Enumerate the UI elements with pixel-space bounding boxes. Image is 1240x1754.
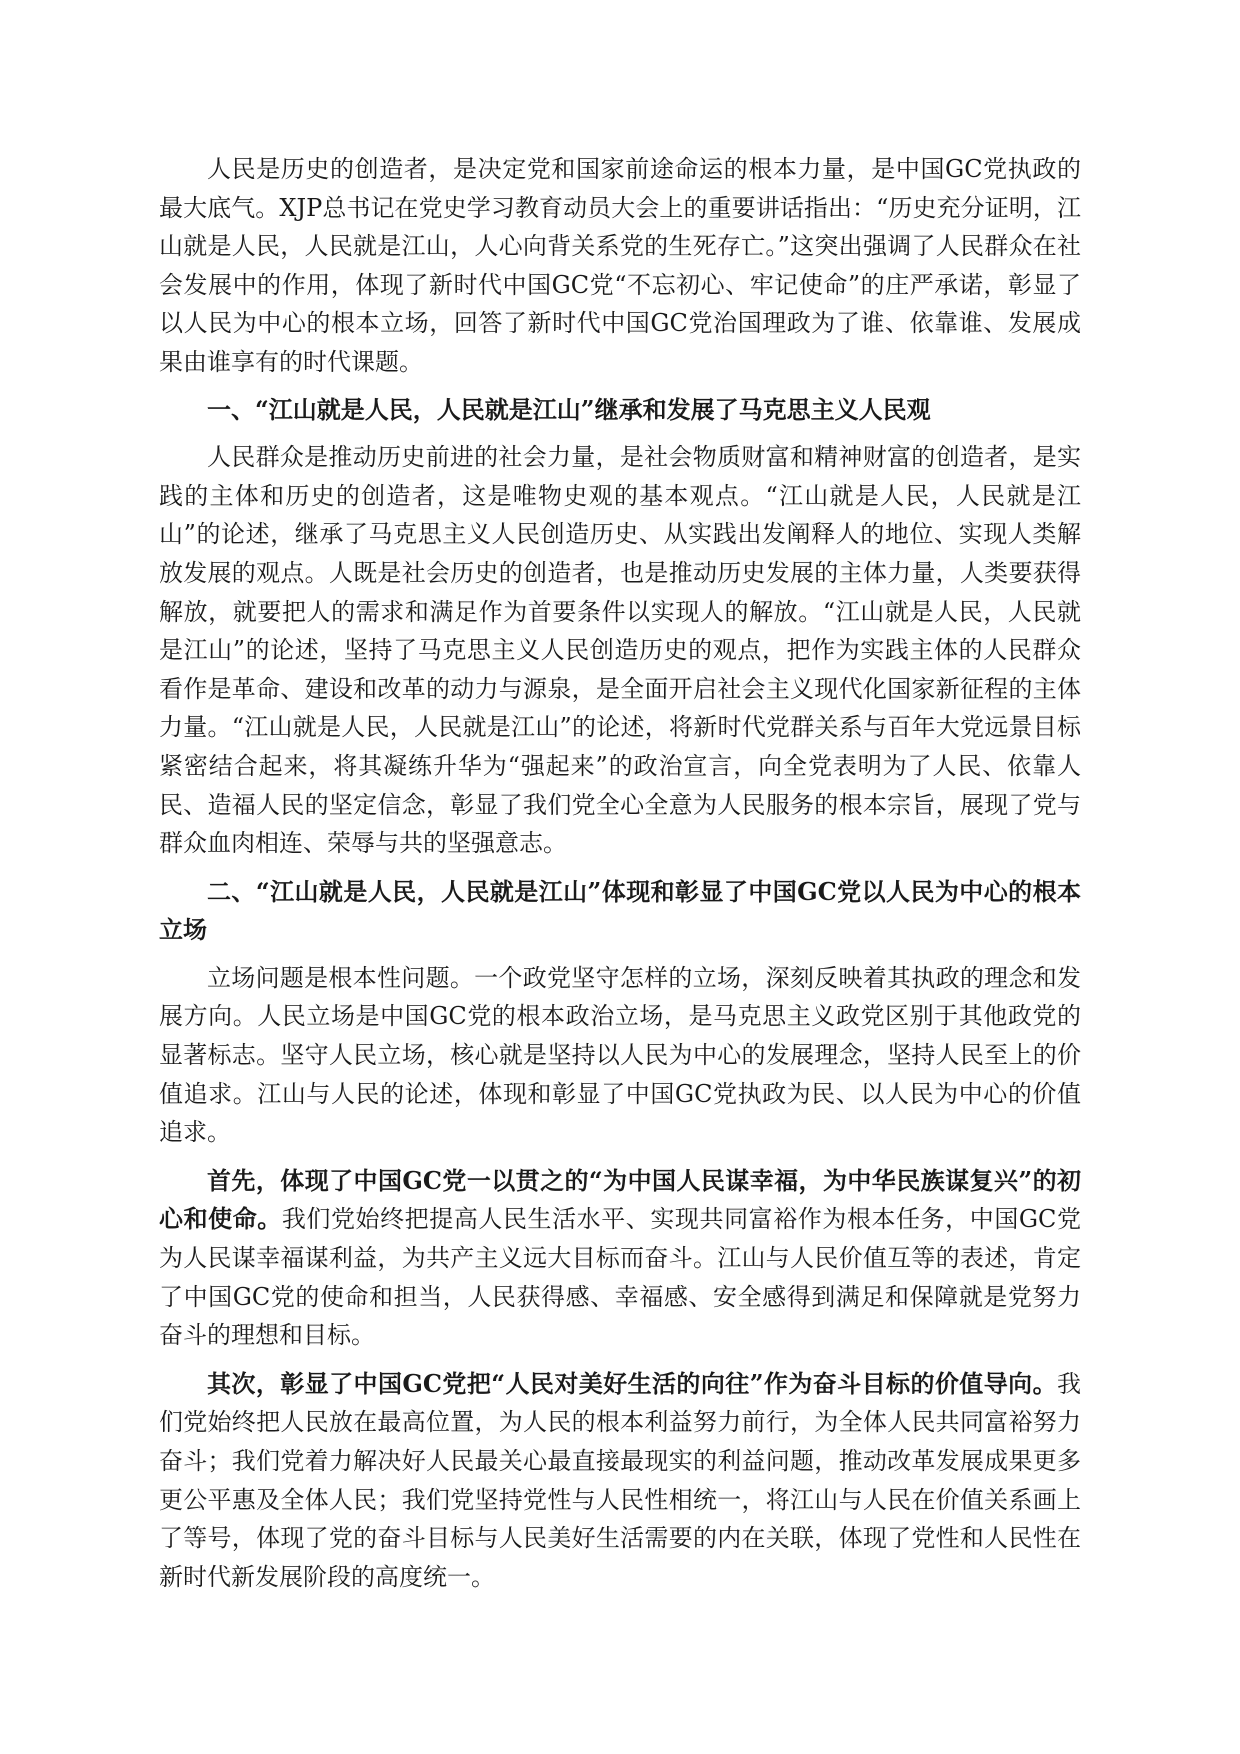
section2-point1-body: 我们党始终把提高人民生活水平、实现共同富裕作为根本任务，中国GC党为人民谋幸福谋利益，为共产主义远大目标而奋斗。江山与人民价值互等的表述，肯定了中国GC党的使命和担当，人民获得感、幸福感、安全感得到满足和保障就是党努力奋斗的理想和目标。: [159, 1205, 1081, 1350]
section2-point1-paragraph: [159, 1162, 1081, 1355]
section1-heading: 一、“江山就是人民，人民就是江山”继承和发展了马克思主义人民观: [207, 394, 931, 424]
section2-heading: 二、“江山就是人民，人民就是江山”体现和彰显了中国GC党以人民为中心的根本立场: [159, 876, 1081, 945]
section2-point2-paragraph: [159, 1365, 1081, 1597]
intro-paragraph: 人民是历史的创造者，是决定党和国家前途命运的根本力量，是中国GC党执政的最大底气。XJP总书记在党史学习教育动员大会上的重要讲话指出：“历史充分证明，江山就是人民，人民就是江山，人心向背关系党的生死存亡。”这突出强调了人民群众在社会发展中的作用，体现了新时代中国GC党“不忘初心、牢记使命”的庄严承诺，彰显了以人民为中心的根本立场，回答了新时代中国GC党治国理政为了谁、依靠谁、发展成果由谁享有的时代课题。: [159, 155, 1081, 376]
section2-point2-lead: 其次，彰显了中国GC党把“人民对美好生活的向往”作为奋斗目标的价值导向。: [207, 1368, 1057, 1398]
section2-point2-body: 我们党始终把人民放在最高位置，为人民的根本利益努力前行，为全体人民共同富裕努力奋斗；我们党着力解决好人民最关心最直接最现实的利益问题，推动改革发展成果更多更公平惠及全体人民；我们党坚持党性与人民性相统一，将江山与人民在价值关系画上了等号，体现了党的奋斗目标与人民美好生活需要的内在关联，体现了党性和人民性在新时代新发展阶段的高度统一。: [159, 1369, 1081, 1591]
document-page: [159, 150, 1081, 1596]
section2-point1-lead: 首先，体现了中国GC党一以贯之的“为中国人民谋幸福，为中华民族谋复兴”的初心和使命。: [159, 1165, 1081, 1234]
section2-paragraph: 立场问题是根本性问题。一个政党坚守怎样的立场，深刻反映着其执政的理念和发展方向。人民立场是中国GC党的根本政治立场，是马克思主义政党区别于其他政党的显著标志。坚守人民立场，核心就是坚持以人民为中心的发展理念，坚持人民至上的价值追求。江山与人民的论述，体现和彰显了中国GC党执政为民、以人民为中心的价值追求。: [159, 963, 1081, 1147]
section1-paragraph: 人民群众是推动历史前进的社会力量，是社会物质财富和精神财富的创造者，是实践的主体和历史的创造者，这是唯物史观的基本观点。“江山就是人民，人民就是江山”的论述，继承了马克思主义人民创造历史、从实践出发阐释人的地位、实现人类解放发展的观点。人既是社会历史的创造者，也是推动历史发展的主体力量，人类要获得解放，就要把人的需求和满足作为首要条件以实现人的解放。“江山就是人民，人民就是江山”的论述，坚持了马克思主义人民创造历史的观点，把作为实践主体的人民群众看作是革命、建设和改革的动力与源泉，是全面开启社会主义现代化国家新征程的主体力量。“江山就是人民，人民就是江山”的论述，将新时代党群关系与百年大党远景目标紧密结合起来，将其凝练升华为“强起来”的政治宣言，向全党表明为了人民、依靠人民、造福人民的坚定信念，彰显了我们党全心全意为人民服务的根本宗旨，展现了党与群众血肉相连、荣辱与共的坚强意志。: [159, 443, 1081, 858]
